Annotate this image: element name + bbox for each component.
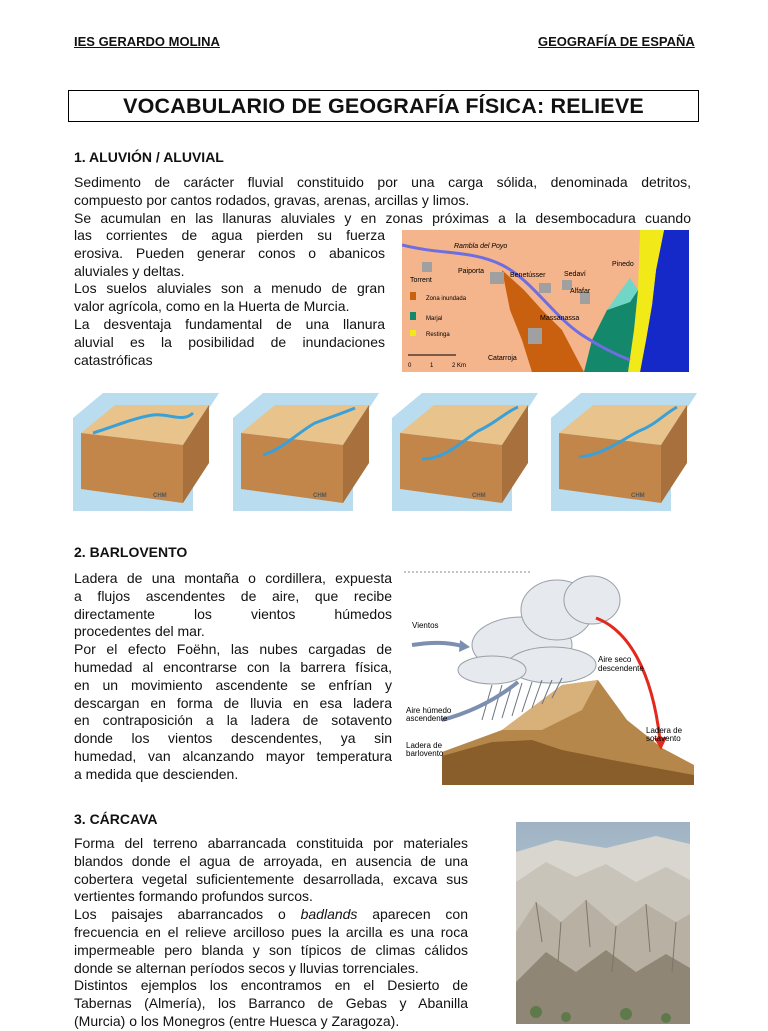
text-line: humedad al encontrarse con la barrera física, [74, 658, 392, 675]
text-line: compuesto por cantos rodados, gravas, arenas, arcillas y limos. [74, 191, 470, 208]
label-sotavento: Ladera de [646, 726, 683, 735]
map-label-sedavi: Sedaví [564, 271, 586, 278]
map-label-benetusser: Benetússer [510, 272, 546, 279]
block-diagram-2 [233, 393, 379, 511]
label-sotavento-2: sotavento [646, 734, 681, 743]
barlovento-paragraph [74, 570, 392, 784]
label-aire-seco-2: descendente [598, 664, 644, 673]
barlovento-diagram [402, 570, 694, 785]
diagram-credit: CHM [313, 493, 327, 499]
map-scale-0: 0 [408, 363, 412, 369]
text-line: Distintos ejemplos los encontramos en el Desierto de [74, 977, 468, 994]
page-title: VOCABULARIO DE GEOGRAFÍA FÍSICA: RELIEVE [68, 90, 699, 122]
text-line: humedad, van alcanzando mayor temperatura [74, 747, 392, 764]
map-label-rambla: Rambla del Poyo [454, 243, 508, 250]
text-line: erosiva. Pueden generar conos o abanicos [74, 244, 385, 261]
text-line: a medida que descienden. [74, 765, 239, 782]
label-vientos: Vientos [412, 621, 439, 630]
map-scale-1: 1 [430, 363, 434, 369]
text-line: Forma del terreno abarrancada constituida por materiales [74, 835, 468, 851]
diagram-credit: CHM [153, 493, 167, 499]
text-line: Se acumulan en las llanuras aluviales y en zonas próximas a la desembocadura cuando [74, 209, 691, 226]
text-line: las corrientes de agua pierden su fuerza [74, 227, 385, 243]
header-subject: GEOGRAFÍA DE ESPAÑA [538, 34, 695, 49]
map-label-pinedo: Pinedo [612, 261, 634, 268]
text-line: Tabernas (Almería), los Barranco de Gebas y Abanilla [74, 995, 468, 1012]
section-heading-carcava: 3. CÁRCAVA [74, 811, 158, 827]
text-line: blandos donde el agua de arroyada, en ausencia de una [74, 852, 468, 869]
legend-swatch-flood [410, 292, 416, 300]
text-line: procedentes del mar. [74, 623, 205, 640]
aluvion-paragraph-full [74, 174, 691, 227]
badlands-term: badlands [300, 906, 358, 923]
map-label-torrent: Torrent [410, 277, 432, 284]
text-line: en contraposición a la ladera de sotavento [74, 712, 392, 729]
text-line: donde se alternan períodos secos y lluvias torrenciales. [74, 959, 419, 976]
text-line: Ladera de una montaña o cordillera, expuesta [74, 570, 392, 586]
map-scale-2: 2 Km [452, 363, 467, 369]
diagram-credit: CHM [472, 493, 486, 499]
carcava-paragraph [74, 835, 468, 1031]
header-school: IES GERARDO MOLINA [74, 34, 220, 49]
text-line: aluviales y deltas. [74, 262, 185, 279]
alluvial-map [402, 230, 689, 372]
block-diagram-1 [73, 393, 219, 511]
map-label-paiporta: Paiporta [458, 268, 485, 275]
legend-label-marsh: Marjal [426, 316, 443, 322]
label-barlovento-2: barlovento [406, 749, 444, 758]
text-line: cobertera vegetal suficientemente desarrollada, excava sus [74, 870, 468, 887]
section-heading-barlovento: 2. BARLOVENTO [74, 544, 188, 560]
section-heading-aluvion: 1. ALUVIÓN / ALUVIAL [74, 149, 224, 165]
block-diagram-4 [551, 393, 697, 511]
map-label-massanassa: Massanassa [540, 315, 580, 322]
text-line: descargan en forma de lluvia en esa ladera [74, 694, 392, 711]
text-line-badlands: Los paisajes abarrancados o badlands aparecen con [74, 906, 468, 923]
text-line: (Murcia) o los Monegros (entre Huesca y Zaragoza). [74, 1012, 400, 1029]
legend-swatch-marsh [410, 312, 416, 320]
map-town [422, 262, 432, 272]
text-line: Sedimento de carácter fluvial constituido por una carga sólida, denominada detritos, [74, 174, 691, 190]
text-line: catastróficas [74, 351, 153, 368]
label-aire-seco: Aire seco [598, 655, 632, 664]
text-line: a flujos ascendentes de aire, que recibe [74, 587, 392, 604]
text-line: impermeable pero blanda y son típicos de climas cálidos [74, 941, 468, 958]
legend-label-flood: Zona inundada [426, 296, 467, 302]
label-barlovento: Ladera de [406, 741, 443, 750]
badlands-photo [516, 822, 690, 1024]
text-line: vertientes formando profundos surcos. [74, 888, 313, 905]
text-line: Por el efecto Foëhn, las nubes cargadas de [74, 641, 392, 658]
text-line: valor agrícola, como en la Huerta de Murcia. [74, 298, 350, 315]
map-town [539, 283, 551, 293]
label-aire-humedo: Aire húmedo [406, 706, 452, 715]
text-line: La desventaja fundamental de una llanura [74, 315, 385, 332]
block-diagram-3 [392, 393, 538, 511]
aluvion-paragraph-wrap [74, 227, 385, 369]
text-line: en un movimiento ascendente se enfrían y [74, 676, 392, 693]
legend-swatch-restinga [410, 330, 416, 336]
text-line: aluvial es la posibilidad de inundaciones [74, 333, 385, 350]
text-line: Los suelos aluviales son a menudo de gran [74, 280, 385, 297]
label-aire-humedo-2: ascendente [406, 714, 448, 723]
map-label-alfafar: Alfafar [570, 288, 591, 295]
diagram-credit: CHM [631, 493, 645, 499]
text-line: frecuencia en el relieve arcilloso pues la arcilla es una roca [74, 923, 468, 940]
text-line: directamente los vientos húmedos [74, 605, 392, 622]
map-label-catarroja: Catarroja [488, 355, 517, 362]
map-town [490, 272, 504, 284]
text-line: donde los vientos descendentes, ya sin [74, 730, 392, 747]
legend-label-restinga: Restinga [426, 332, 450, 338]
map-town [528, 328, 542, 344]
